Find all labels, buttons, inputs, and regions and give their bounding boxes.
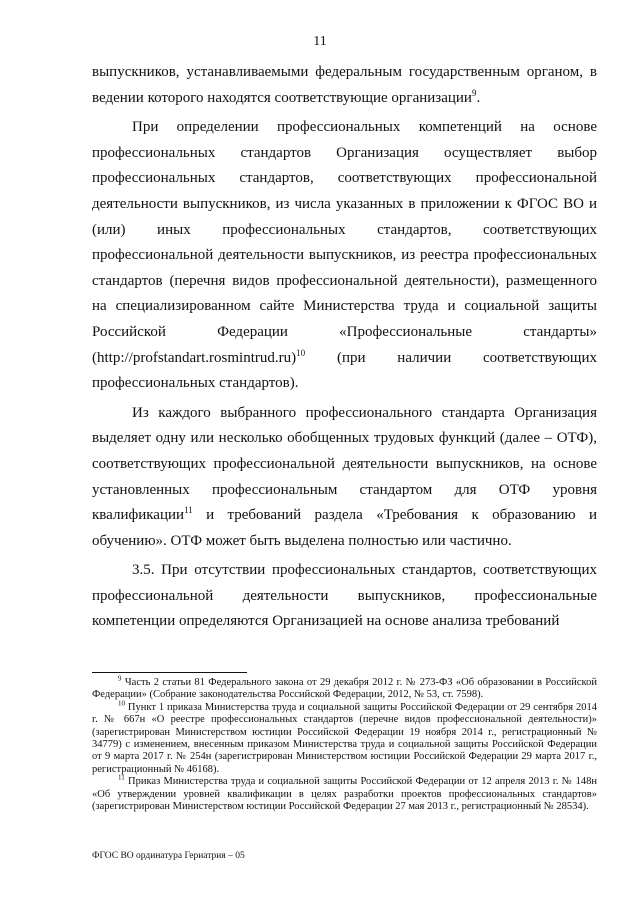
paragraph-1: [92, 60, 597, 111]
footnote-text: Приказ Министерства труда и социальной защиты Российской Федерации от 12 апреля 2013 г. № 148н «Об утверждении уровней квалификации в целях разработки проектов профессиональных стандартов» (зарегистрирован Министерством юстиции Российской Федерации 27 мая 2013 г., регистрационный № 28534).: [92, 776, 597, 813]
page-footer: ФГОС ВО ординатура Гериатрия – 05: [92, 851, 245, 861]
paragraph-3-text-a: Из каждого выбранного профессионального стандарта Организация выделяет одну или несколько обобщенных трудовых функций (далее – ОТФ), соответствующих профессиональной деятельности выпускников, на основе установленных профессиональным стандартом для ОТФ уровня квалификации: [92, 404, 597, 524]
paragraph-1-text: выпускников, устанавливаемыми федеральным государственным органом, в ведении которого находятся соответствующие организации: [92, 64, 597, 106]
footnote-ref-9: 9: [471, 87, 477, 98]
footnote-mark: 9: [118, 674, 122, 683]
footnotes: [92, 674, 597, 813]
paragraph-3-text-b: и требований раздела «Требования к образованию и обучению». ОТФ может быть выделена полностью или частично.: [92, 507, 597, 549]
footnote-11: [92, 773, 597, 813]
footnote-text: Пункт 1 приказа Министерства труда и социальной защиты Российской Федерации от 29 сентября 2014 г. № 667н «О реестре профессиональных стандартов (перечне видов профессиональной деятельности)» (зарегистрирован Министерством юстиции Российской Федерации 19 ноября 2014 г., регистрационный № 34779) с изменением, внесенным приказом Министерства труда и социальной защиты Российской Федерации от 9 марта 2017 г. № 254н (зарегистрирован Министерством юстиции Российской Федерации 29 марта 2017 г., регистрационный № 46168).: [92, 701, 597, 775]
paragraph-4: 3.5. При отсутствии профессиональных стандартов, соответствующих профессиональной деятельности выпускников, профессиональные компетенции определяются Организацией на основе анализа требований: [92, 562, 597, 630]
footnote-10: [92, 699, 597, 776]
paragraph-1-end: .: [476, 89, 481, 106]
body-text: [92, 60, 597, 635]
footnote-mark: 10: [118, 699, 125, 708]
paragraph-2-text-a: При определении профессиональных компетенций на основе профессиональных стандартов Организация осуществляет выбор профессиональных стандартов, соответствующих профессиональной деятельности выпускников, из числа указанных в приложении к ФГОС ВО и (или) иных профессиональных стандартов, соответствующих профессиональной деятельности выпускников, из реестра профессиональных стандартов (перечня видов профессиональной деятельности), размещенного на специализированном сайте Министерства труда и социальной защиты Российской Федерации «Профессиональные стандарты» (http://profstandart.rosmintrud.ru): [92, 119, 597, 366]
footnote-ref-11: 11: [184, 505, 193, 516]
paragraph-3: [92, 401, 597, 555]
footnote-9: [92, 674, 597, 702]
page-number: 11: [313, 34, 327, 49]
footnote-text: Часть 2 статьи 81 Федерального закона от 29 декабря 2012 г. № 273-ФЗ «Об образовании в Российской Федерации» (Собрание законодательства Российской Федерации, 2012, № 53, ст. 7598).: [92, 677, 597, 701]
footnote-ref-10: 10: [296, 347, 306, 358]
footnote-mark: 11: [118, 773, 125, 782]
paragraph-2-text-b: (при наличии соответствующих профессиональных стандартов).: [92, 349, 597, 392]
footnote-separator: [92, 672, 247, 673]
paragraph-2: [92, 115, 597, 397]
